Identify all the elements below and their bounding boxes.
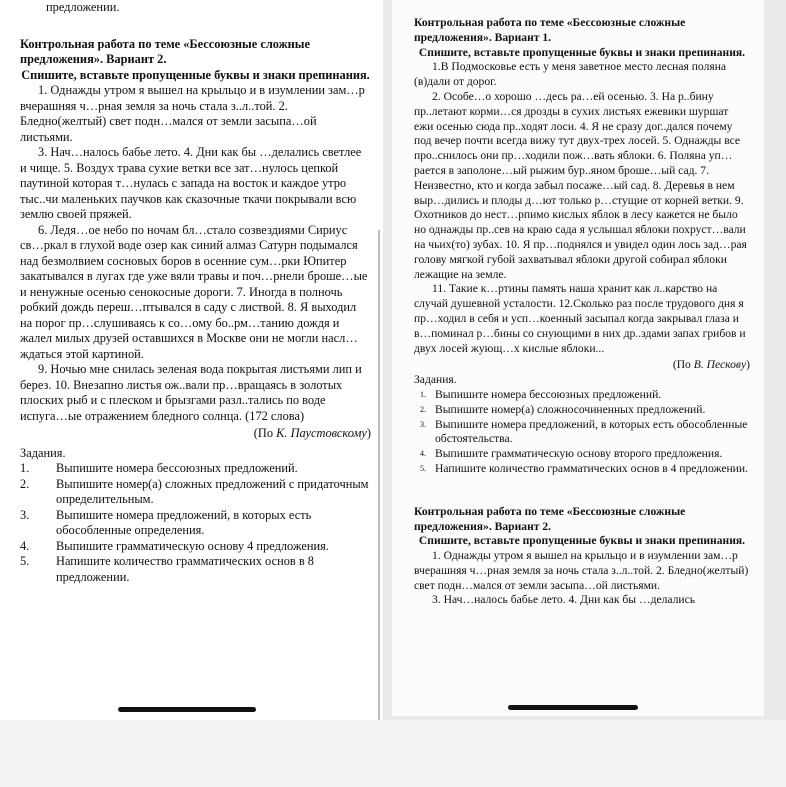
paragraph: 3. Нач…налось бабье лето. 4. Дни как бы …делались <box>432 593 696 607</box>
attribution: (По К. Паустовскому) <box>253 426 371 440</box>
paragraph: 9. Ночью мне снилась зеленая вода покрытая листьями лип и берез. 10. Внезапно листья ож..вали пр…вращаясь в золотых плоских рыб и с плеском и брызгами разл..тались по воде испуга…ые отражением бледного солнца. (172 слова) <box>20 362 362 423</box>
task-item: 4. Выпишите грамматическую основу 4 предложения. <box>20 538 329 553</box>
variant1-title: Контрольная работа по теме «Бессоюзные сложные предложения». Вариант 1. <box>414 16 686 44</box>
paragraph: 1.В Подмосковье есть у меня заветное место лесная поляна (в)дали от дорог. <box>414 60 727 89</box>
task-item: 2. Выпишите номер(а) сложных предложений с придаточным определительным. <box>20 476 369 506</box>
variant2-repeat-title: Контрольная работа по теме «Бессоюзные сложные предложения». Вариант 2. <box>414 504 686 533</box>
scroll-divider <box>378 230 380 720</box>
task-item: 2. Выпишите номер(а) сложносочиненных предложений. <box>420 402 706 416</box>
tasks-heading: Задания. <box>414 373 457 387</box>
task-item: 1. Выпишите номера бессоюзных предложений. <box>420 387 662 401</box>
tasks-heading: Задания. <box>20 445 66 460</box>
right-home-indicator <box>508 705 638 710</box>
paragraph: 1. Однажды утром я вышел на крыльцо и в изумлении зам…р вчерашняя ч…рная земля за ночь стала з..л..той. 2. Бледно(желтый) свет подн…мался от земли засыпа…ой листьями. <box>414 549 749 592</box>
task-list <box>414 373 750 477</box>
task-item: 5. Напишите количество грамматических основ в 4 предложении. <box>420 461 748 475</box>
task-item: 3. Выпишите номера предложений, в которых есть обособленные обстоятельства. <box>420 417 748 446</box>
variant2-repeat-instruction: Спишите, вставьте пропущенные буквы и знаки препинания. <box>418 534 746 548</box>
task-item: 1. Выпишите номера бессоюзных предложений. <box>20 461 298 475</box>
paragraph: 1. Однажды утром я вышел на крыльцо и в изумлении зам…р вчерашняя ч…рная земля за ночь стала з..л..той. 2. Бледно(желтый) свет подн…мался от земли засыпа…ой листьями. <box>20 83 365 144</box>
attribution: (По В. Пескову) <box>672 358 750 372</box>
variant2-title: Контрольная работа по теме «Бессоюзные сложные предложения». Вариант 2. <box>20 36 310 66</box>
paragraph: 6. Ледя…ое небо по ночам бл…стало созвездиями Сириус св…ркал в глухой воде озер как синий алмаз Сатурн подымался над безмолвием сосновых боров в осенние сум…рки Юпитер закатывался в лугах где уже вяли травы и поч…рнели броше…ые и ненужные осенью сенокосные дороги. 7. Иногда в полночь робкий дождь переш…птывался в саду с листвой. 8. Я выходил на порог пр…слушиваясь к со…ому бо..рм…танию дождя и жалел милых друзей оставшихся в Москве они не могли насл…ждаться этой картиной. <box>20 222 368 361</box>
task-item: 3. Выпишите номера предложений, в которых есть обособленные определения. <box>20 507 312 537</box>
variant1-instruction: Спишите, вставьте пропущенные буквы и знаки препинания. <box>418 45 746 59</box>
bottom-background <box>0 720 786 787</box>
left-home-indicator <box>118 707 256 712</box>
paragraph: 2. Особе…о хорошо …десь ра…ей осенью. 3. На р..бину пр..летают корми…ся дрозды в сухих листьях ежевики шуршат ежи осенью сюда пр..ходят лоси. 4. Я не сразу дог..дался почему под вечер почти всегда вижу тут двух-трех лосей. 5. Однажды все про..снилось они пр…ходили пож…вать яблоки. 6. Поляна уп…рается в заполоне…ый рыжим бур..яном броше…ый сад. 7. Неизвестно, кто и когда забыл посаже…ый сад. 8. Деревья в нем выр…дились и плоды д…ют только р…стущие от корней ветки. 9. Охотников до нест…рпимо кислых яблок в лесу кажется не было но однажды пр..сев на краю сада я услышал яблоки похруст…вали на чьих(то) зубах. 10. Я пр…поднялся и увидел один лось зад…рая голову мягкой губой захватывал яблоки другой собирал яблоки лежащие на земле. <box>414 89 747 281</box>
paragraph: 11. Такие к…ртины память наша хранит как л..карство на случай душевной усталости. 12.Сколько раз после трудового дня я пр…ходил в себя и усп…коенный засыпал когда закрывал глаза и в…поминал р…бины со снующими в них др..здами запах грибов и двух лосей жующ…х кислые яблоки... <box>414 282 746 355</box>
variant2-instruction: Спишите, вставьте пропущенные буквы и знаки препинания. <box>21 67 370 82</box>
task-item: 5. Напишите количество грамматических основ в 8 предложении. <box>20 554 314 584</box>
task-list <box>20 446 371 586</box>
right-page[interactable] <box>392 0 764 716</box>
paragraph: 3. Нач…налось бабье лето. 4. Дни как бы …делались светлее и чище. 5. Воздух трава сухие ветки все зат…нулось цепкой паутиной которая т…нулась с запада на восток и каждое утро тыс..чи маленьких паучков как сказочные ткачи покрывали всю землю своей пряжей. <box>20 145 362 221</box>
task-item: 4. Выпишите грамматическую основу второго предложения. <box>420 447 723 461</box>
top-fragment: предложении. <box>46 0 120 14</box>
left-page[interactable] <box>0 0 383 720</box>
